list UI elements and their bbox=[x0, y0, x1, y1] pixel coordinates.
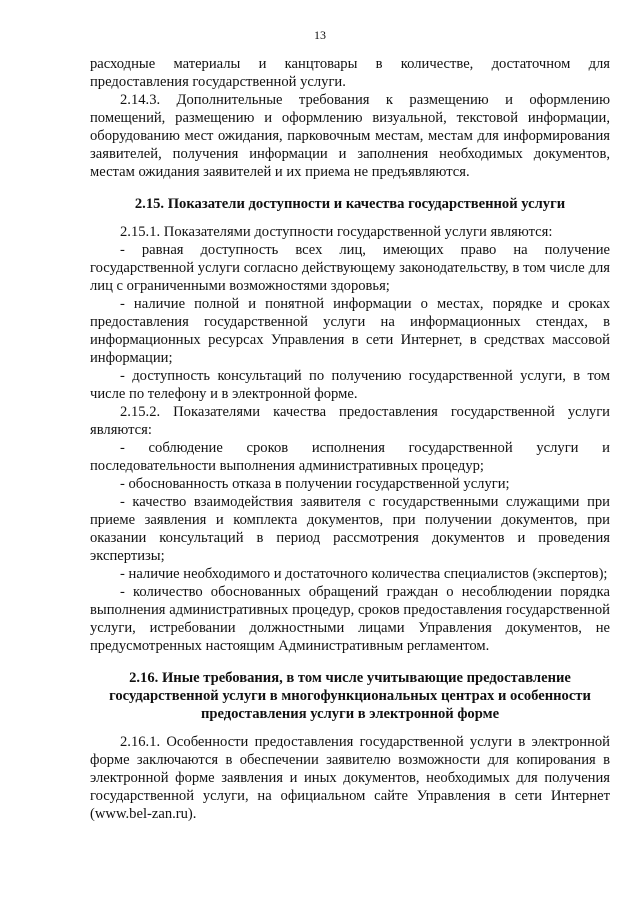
page-number: 13 bbox=[314, 28, 326, 42]
list-item: - наличие необходимого и достаточного количества специалистов (экспертов); bbox=[120, 566, 608, 582]
section-heading-2-15: 2.15. Показатели доступности и качества государственной услуги bbox=[134, 196, 566, 212]
list-item: - обоснованность отказа в получении государственной услуги; bbox=[120, 476, 510, 492]
document-body bbox=[90, 55, 610, 823]
list-item: - качество взаимодействия заявителя с государственными служащими при приеме заявления и комплекта документов, при получении документов, при оказании консультаций в период рассмотрения документов и проведения экспертизы; bbox=[90, 494, 610, 564]
list-item: - равная доступность всех лиц, имеющих право на получение государственной услуги согласно действующему законодательству, в том числе для лиц с ограниченными возможностями здоровья; bbox=[90, 242, 610, 294]
section-heading-2-16: 2.16. Иные требования, в том числе учитывающие предоставление государственной услуги в многофункциональных центрах и особенности предоставления услуги в электронной форме bbox=[109, 670, 591, 722]
list-item: - наличие полной и понятной информации о местах, порядке и сроках предоставления государственной услуги на информационных стендах, в информационных ресурсах Управления в сети Интернет, в средствах массовой информации; bbox=[90, 296, 610, 366]
paragraph: 2.14.3. Дополнительные требования к размещению и оформлению помещений, размещению и оформлению визуальной, текстовой информации, оборудованию мест ожидания, парковочным местам, местам для информирования заявителей, получения информации и заполнения необходимых документов, местам ожидания заявителей и их приема не предъявляются. bbox=[90, 92, 610, 180]
paragraph: 2.15.1. Показателями доступности государственной услуги являются: bbox=[120, 224, 553, 240]
list-item: - доступность консультаций по получению государственной услуги, в том числе по телефону и в электронной форме. bbox=[90, 368, 610, 402]
paragraph: 2.15.2. Показателями качества предоставления государственной услуги являются: bbox=[90, 404, 610, 438]
list-item: - соблюдение сроков исполнения государственной услуги и последовательности выполнения административных процедур; bbox=[90, 440, 610, 474]
paragraph: 2.16.1. Особенности предоставления государственной услуги в электронной форме заключаются в обеспечении заявителю возможности для копирования в электронной форме заявления и иных документов, необходимых для получения государственной услуги, на официальном сайте Управления в сети Интернет (www.bel-zan.ru). bbox=[90, 734, 610, 822]
paragraph: расходные материалы и канцтовары в количестве, достаточном для предоставления государственной услуги. bbox=[90, 56, 610, 90]
list-item: - количество обоснованных обращений граждан о несоблюдении порядка выполнения административных процедур, сроков предоставления государственной услуги, истребовании должностными лицами Управления документов, не предусмотренных настоящим Административным регламентом. bbox=[90, 584, 610, 654]
